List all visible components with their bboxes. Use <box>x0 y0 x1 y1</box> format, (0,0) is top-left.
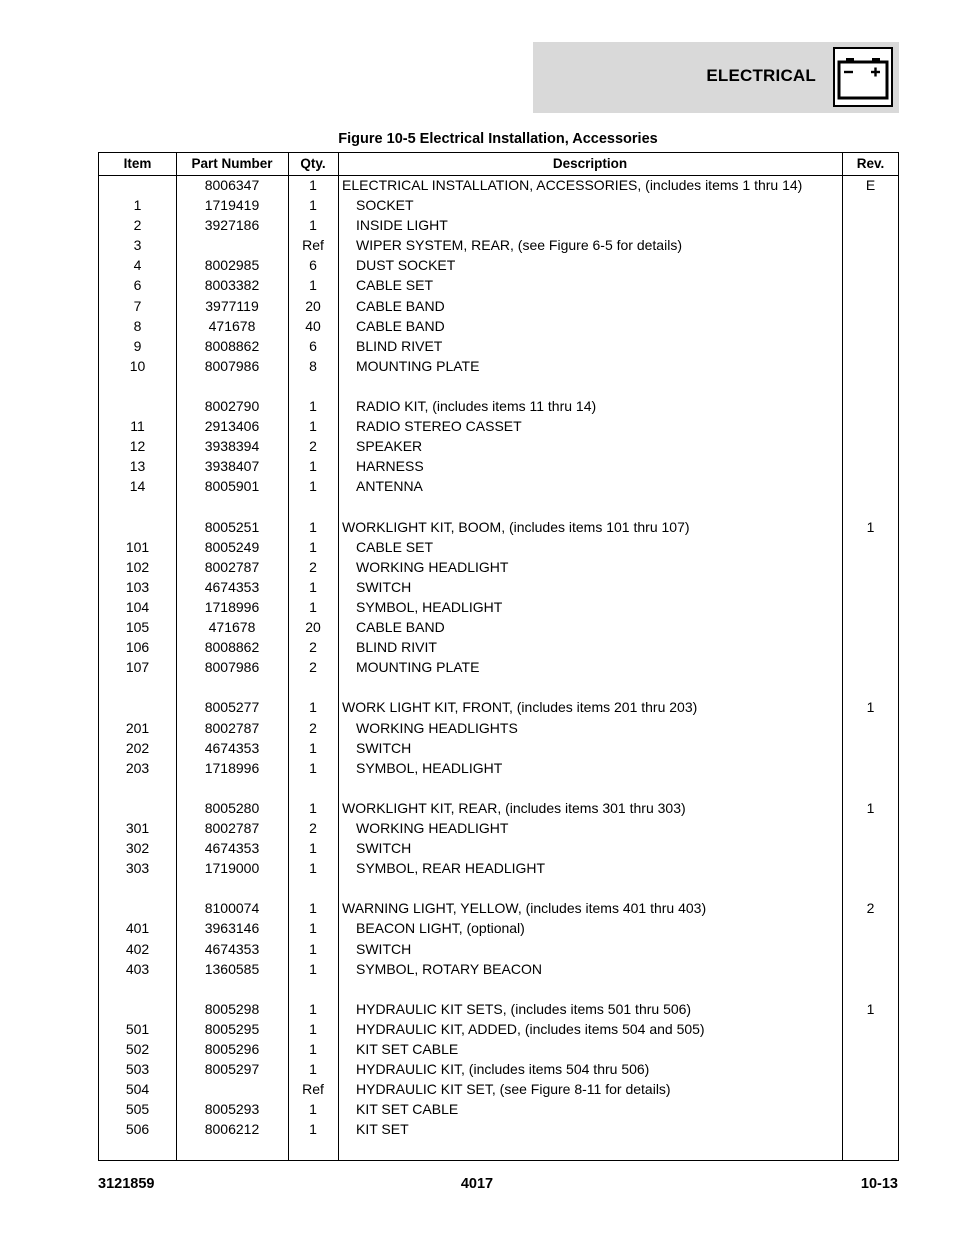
part-number-cell: 1719000 <box>204 860 260 877</box>
rev-cell: 1 <box>866 699 875 716</box>
qty-cell: 2 <box>309 719 317 736</box>
description-cell: KIT SET CABLE <box>356 1041 459 1058</box>
rev-cell: 1 <box>866 518 875 535</box>
item-cell: 506 <box>125 1121 150 1138</box>
qty-cell: 20 <box>305 619 321 636</box>
column-header-description: Description <box>552 156 628 171</box>
footer-page-number: 10-13 <box>860 1176 898 1192</box>
description-cell: SPEAKER <box>356 438 423 455</box>
section-title: ELECTRICAL <box>706 66 816 85</box>
qty-cell: 1 <box>309 217 317 234</box>
item-cell: 2 <box>133 217 142 234</box>
part-number-cell: 8002787 <box>204 558 260 575</box>
qty-cell: 2 <box>309 438 317 455</box>
part-number-cell: 8005277 <box>204 699 260 716</box>
table-row <box>99 939 898 959</box>
qty-cell: 1 <box>309 458 317 475</box>
table-spacer-row <box>99 677 898 697</box>
table-row <box>99 818 898 838</box>
footer-document-number: 3121859 <box>98 1176 155 1192</box>
item-cell: 107 <box>125 659 150 676</box>
description-cell: ANTENNA <box>356 478 423 495</box>
part-number-cell: 1718996 <box>204 598 260 615</box>
qty-cell: 1 <box>309 578 317 595</box>
part-number-cell: 8007986 <box>204 659 260 676</box>
qty-cell: 2 <box>309 659 317 676</box>
description-cell: SYMBOL, HEADLIGHT <box>356 598 503 615</box>
qty-cell: 1 <box>309 1000 317 1017</box>
qty-cell: 1 <box>309 1041 317 1058</box>
qty-cell: Ref <box>302 237 324 254</box>
description-cell: WORKING HEADLIGHT <box>356 558 509 575</box>
item-cell: 103 <box>125 578 150 595</box>
part-number-cell: 8005293 <box>204 1101 260 1118</box>
qty-cell: 1 <box>309 1020 317 1037</box>
item-cell: 3 <box>133 237 142 254</box>
figure-title: Figure 10-5 Electrical Installation, Accessories <box>338 131 658 147</box>
item-cell: 14 <box>129 478 146 495</box>
table-row <box>99 637 898 657</box>
item-cell: 401 <box>125 920 150 937</box>
table-row <box>99 617 898 637</box>
table-row <box>99 858 898 878</box>
qty-cell: 6 <box>309 337 317 354</box>
description-cell: ELECTRICAL INSTALLATION, ACCESSORIES, (includes items 1 thru 14) <box>342 177 803 193</box>
qty-cell: 1 <box>309 860 317 877</box>
qty-cell: 1 <box>309 1101 317 1118</box>
qty-cell: 8 <box>309 357 317 374</box>
part-number-cell: 3977119 <box>205 297 259 314</box>
qty-cell: 1 <box>309 177 317 193</box>
part-number-cell: 8002787 <box>204 719 260 736</box>
item-cell: 10 <box>129 357 146 374</box>
column-header-qty: Qty. <box>300 156 326 171</box>
part-number-cell: 471678 <box>208 317 256 334</box>
qty-cell: 20 <box>305 297 321 314</box>
description-cell: MOUNTING PLATE <box>356 357 480 374</box>
battery-icon <box>833 47 893 107</box>
part-number-cell: 3963146 <box>204 920 260 937</box>
item-cell: 502 <box>125 1041 150 1058</box>
table-row <box>99 537 898 557</box>
qty-cell: 1 <box>309 598 317 615</box>
qty-cell: 1 <box>309 277 317 294</box>
description-cell: SWITCH <box>356 840 412 857</box>
table-row <box>99 597 898 617</box>
table-spacer-row <box>99 778 898 798</box>
description-cell: WARNING LIGHT, YELLOW, (includes items 401 thru 403) <box>342 900 707 917</box>
description-cell: WORKLIGHT KIT, BOOM, (includes items 101 thru 107) <box>342 518 690 535</box>
table-row <box>99 356 898 376</box>
table-spacer-row <box>99 979 898 999</box>
item-cell: 101 <box>125 538 150 555</box>
item-cell: 8 <box>133 317 142 334</box>
table-row <box>99 275 898 295</box>
rev-cell: 1 <box>866 799 875 816</box>
qty-cell: 1 <box>309 900 317 917</box>
part-number-cell: 8006212 <box>204 1121 260 1138</box>
description-cell: SWITCH <box>356 739 412 756</box>
qty-cell: 1 <box>309 418 317 435</box>
table-row <box>99 577 898 597</box>
part-number-cell: 8005280 <box>204 799 260 816</box>
description-cell: KIT SET <box>356 1121 409 1138</box>
qty-cell: 1 <box>309 840 317 857</box>
part-number-cell: 8005249 <box>204 538 260 555</box>
part-number-cell: 3927186 <box>204 217 260 234</box>
part-number-cell: 8005296 <box>204 1041 260 1058</box>
part-number-cell: 8100074 <box>204 900 260 917</box>
column-header-rev: Rev. <box>856 156 885 171</box>
item-cell: 501 <box>125 1020 150 1037</box>
qty-cell: 1 <box>309 197 317 214</box>
table-row <box>99 476 898 496</box>
item-cell: 1 <box>133 197 142 214</box>
description-cell: SWITCH <box>356 940 412 957</box>
description-cell: HYDRAULIC KIT, ADDED, (includes items 504 and 505) <box>356 1020 705 1037</box>
part-number-cell: 8005298 <box>204 1000 260 1017</box>
item-cell: 505 <box>125 1101 150 1118</box>
table-row <box>99 1059 898 1079</box>
qty-cell: Ref <box>302 1081 324 1098</box>
qty-cell: 1 <box>309 739 317 756</box>
part-number-cell: 8006347 <box>204 177 260 193</box>
part-number-cell: 8007986 <box>204 357 260 374</box>
part-number-cell: 8002787 <box>204 820 260 836</box>
rev-cell: 2 <box>866 900 875 917</box>
description-cell: SOCKET <box>356 197 414 214</box>
qty-cell: 1 <box>309 398 317 415</box>
item-cell: 503 <box>125 1061 150 1078</box>
item-cell: 504 <box>125 1081 150 1098</box>
table-row <box>99 255 898 275</box>
description-cell: CABLE BAND <box>356 619 445 636</box>
table-row <box>99 456 898 476</box>
table-row <box>99 1119 898 1139</box>
description-cell: SYMBOL, REAR HEADLIGHT <box>356 860 546 877</box>
description-cell: CABLE SET <box>356 277 434 294</box>
item-cell: 403 <box>125 960 150 977</box>
description-cell: DUST SOCKET <box>356 257 456 274</box>
part-number-cell: 8003382 <box>204 277 260 294</box>
table-row <box>99 195 898 215</box>
table-spacer-row <box>99 878 898 898</box>
table-row <box>99 798 898 818</box>
item-cell: 9 <box>133 337 142 354</box>
description-cell: HYDRAULIC KIT SET, (see Figure 8-11 for details) <box>356 1081 671 1098</box>
qty-cell: 1 <box>309 960 317 977</box>
description-cell: HARNESS <box>356 458 424 475</box>
item-cell: 7 <box>133 297 142 314</box>
table-row <box>99 959 898 979</box>
qty-cell: 1 <box>309 538 317 555</box>
description-cell: BLIND RIVIT <box>356 639 437 656</box>
item-cell: 303 <box>125 860 150 877</box>
item-cell: 11 <box>130 418 145 435</box>
part-number-cell: 8005901 <box>204 478 260 495</box>
part-number-cell: 2913406 <box>204 418 260 435</box>
table-row <box>99 557 898 577</box>
qty-cell: 1 <box>309 1121 317 1138</box>
qty-cell: 40 <box>305 317 321 334</box>
description-cell: WORKING HEADLIGHT <box>356 820 509 836</box>
table-row <box>99 838 898 858</box>
table-row <box>99 215 898 235</box>
item-cell: 402 <box>125 940 150 957</box>
description-cell: MOUNTING PLATE <box>356 659 480 676</box>
description-cell: SWITCH <box>356 578 412 595</box>
table-spacer-row <box>99 497 898 517</box>
item-cell: 106 <box>125 639 150 656</box>
qty-cell: 1 <box>309 518 317 535</box>
part-number-cell: 4674353 <box>204 940 260 957</box>
item-cell: 301 <box>125 820 150 836</box>
part-number-cell: 4674353 <box>204 739 260 756</box>
part-number-cell: 8002985 <box>204 257 260 274</box>
footer-model: 4017 <box>460 1176 494 1192</box>
qty-cell: 1 <box>309 478 317 495</box>
description-cell: RADIO STEREO CASSET <box>356 418 522 435</box>
item-cell: 105 <box>125 619 150 636</box>
item-cell: 104 <box>125 598 150 615</box>
part-number-cell: 8008862 <box>204 639 260 656</box>
description-cell: HYDRAULIC KIT, (includes items 504 thru 506) <box>356 1061 650 1078</box>
table-body <box>99 175 898 1140</box>
qty-cell: 1 <box>309 1061 317 1078</box>
part-number-cell: 3938407 <box>204 458 260 475</box>
description-cell: CABLE BAND <box>356 317 445 334</box>
table-row <box>99 416 898 436</box>
table-row <box>99 657 898 677</box>
description-cell: CABLE SET <box>356 538 434 555</box>
table-row <box>99 517 898 537</box>
part-number-cell: 8005295 <box>204 1020 260 1037</box>
qty-cell: 2 <box>309 639 317 656</box>
table-spacer-row <box>99 376 898 396</box>
rev-cell: 1 <box>866 1000 875 1017</box>
part-number-cell: 8008862 <box>204 337 260 354</box>
description-cell: RADIO KIT, (includes items 11 thru 14) <box>356 398 597 415</box>
table-row <box>99 898 898 918</box>
description-cell: SYMBOL, HEADLIGHT <box>356 759 503 776</box>
item-cell: 201 <box>125 719 150 736</box>
column-header-part-number: Part Number <box>191 156 273 171</box>
qty-cell: 1 <box>309 920 317 937</box>
part-number-cell: 4674353 <box>204 840 260 857</box>
item-cell: 6 <box>133 277 142 294</box>
description-cell: BEACON LIGHT, (optional) <box>356 920 525 937</box>
qty-cell: 1 <box>309 940 317 957</box>
qty-cell: 2 <box>309 820 317 836</box>
description-cell: WORK LIGHT KIT, FRONT, (includes items 201 thru 203) <box>342 699 698 716</box>
table-row <box>99 738 898 758</box>
rev-cell: E <box>865 177 876 193</box>
description-cell: SYMBOL, ROTARY BEACON <box>356 960 542 977</box>
qty-cell: 2 <box>309 558 317 575</box>
table-row <box>99 1079 898 1099</box>
table-row <box>99 175 898 195</box>
table-row <box>99 316 898 336</box>
column-header-item: Item <box>123 156 152 171</box>
table-row <box>99 999 898 1019</box>
item-cell: 4 <box>133 257 142 274</box>
part-number-cell: 8002790 <box>204 398 260 415</box>
part-number-cell: 3938394 <box>204 438 260 455</box>
table-row <box>99 1019 898 1039</box>
table-row <box>99 296 898 316</box>
table-row <box>99 718 898 738</box>
table-row <box>99 697 898 717</box>
part-number-cell: 8005297 <box>204 1061 260 1078</box>
description-cell: WORKING HEADLIGHTS <box>356 719 518 736</box>
table-row <box>99 336 898 356</box>
table-row <box>99 396 898 416</box>
part-number-cell: 471678 <box>208 619 256 636</box>
part-number-cell: 1719419 <box>204 197 260 214</box>
part-number-cell: 1718996 <box>204 759 260 776</box>
table-row <box>99 1039 898 1059</box>
qty-cell: 1 <box>309 799 317 816</box>
description-cell: CABLE BAND <box>356 297 445 314</box>
parts-table <box>98 152 899 1161</box>
description-cell: BLIND RIVET <box>356 337 443 354</box>
description-cell: HYDRAULIC KIT SETS, (includes items 501 thru 506) <box>356 1000 692 1017</box>
description-cell: INSIDE LIGHT <box>356 217 448 234</box>
part-number-cell: 1360585 <box>204 960 260 977</box>
qty-cell: 1 <box>309 699 317 716</box>
table-row <box>99 918 898 938</box>
description-cell: WIPER SYSTEM, REAR, (see Figure 6-5 for details) <box>356 237 682 254</box>
description-cell: KIT SET CABLE <box>356 1101 459 1118</box>
item-cell: 12 <box>129 438 146 455</box>
part-number-cell: 4674353 <box>204 578 260 595</box>
part-number-cell: 8005251 <box>204 518 260 535</box>
item-cell: 102 <box>125 558 150 575</box>
qty-cell: 1 <box>309 759 317 776</box>
qty-cell: 6 <box>309 257 317 274</box>
item-cell: 13 <box>129 458 146 475</box>
item-cell: 203 <box>125 759 150 776</box>
item-cell: 302 <box>125 840 150 857</box>
description-cell: WORKLIGHT KIT, REAR, (includes items 301 thru 303) <box>342 799 686 816</box>
table-row <box>99 436 898 456</box>
table-row <box>99 758 898 778</box>
item-cell: 202 <box>125 739 150 756</box>
table-row <box>99 235 898 255</box>
table-row <box>99 1099 898 1119</box>
section-header <box>533 42 899 113</box>
